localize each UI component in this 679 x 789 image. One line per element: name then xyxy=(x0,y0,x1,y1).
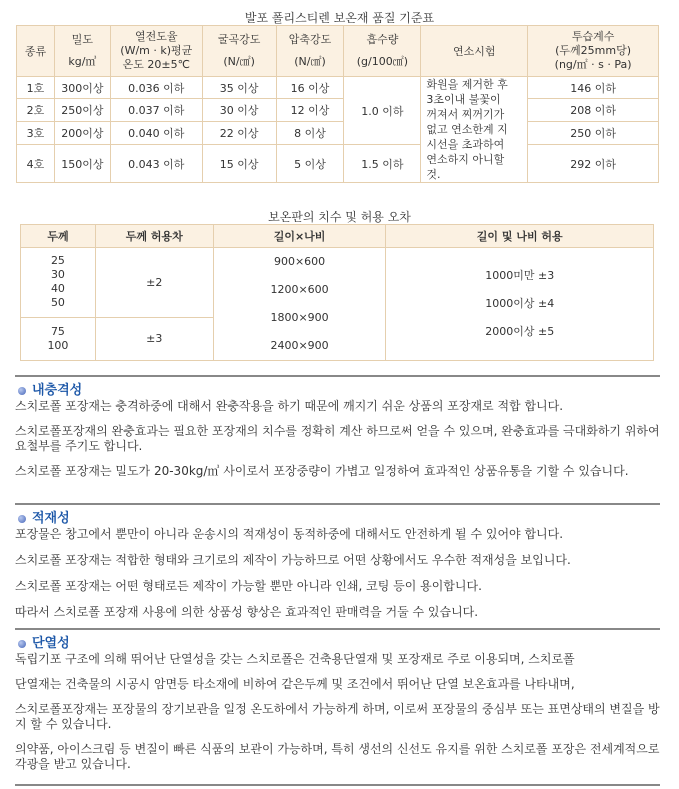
stacking-paragraph-3: 스치로폴 포장재는 어떤 형태로든 제작이 가능할 뿐만 아니라 인쇄, 코팅 등이 용이합니다. xyxy=(15,579,482,593)
cell-compressive: 12 이상 xyxy=(276,99,344,121)
stacking-heading: 적재성 xyxy=(15,511,660,527)
cell-density: 150이상 xyxy=(54,145,110,183)
header-absorption: 흡수량 (g/100㎠) xyxy=(344,26,421,77)
header-thickness: 두께 xyxy=(21,225,96,248)
table2-title: 보온판의 치수 및 허용 오차 xyxy=(268,210,411,224)
cell-grade: 2호 xyxy=(17,99,55,121)
section-divider xyxy=(15,503,660,505)
cell-flexural: 15 이상 xyxy=(202,145,276,183)
section-divider xyxy=(15,628,660,630)
cell-size-tolerances: 1000미만 ±3 1000이상 ±4 2000이상 ±5 xyxy=(386,248,654,361)
cell-thickness-group1: 25 30 40 50 xyxy=(21,248,96,318)
cell-tolerance-group1: ±2 xyxy=(95,248,213,318)
insulation-paragraph-3: 스치로폴포장재는 포장물의 장기보관을 일정 온도하에서 가능하게 하며, 이로써 포장물의 중심부 또는 표면상태의 변질을 방지 할 수 있습니다. xyxy=(15,702,660,731)
cell-permeability: 292 이하 xyxy=(528,145,659,183)
header-size: 길이×나비 xyxy=(213,225,386,248)
impact-section xyxy=(15,375,660,479)
cell-flexural: 22 이상 xyxy=(202,121,276,144)
cell-tolerance-group2: ±3 xyxy=(95,317,213,360)
table-row xyxy=(17,121,659,144)
stacking-paragraph-4: 따라서 스치로폴 포장재 사용에 의한 상품성 향상은 효과적인 판매력을 거둘 수 있습니다. xyxy=(15,605,479,619)
dimension-tolerance-table xyxy=(20,224,654,361)
insulation-heading: 단열성 xyxy=(15,636,660,652)
header-grade: 종류 xyxy=(17,26,55,77)
stacking-paragraph-1: 포장물은 창고에서 뿐만이 아니라 운송시의 적재성이 동적하중에 대해서도 안전하게 될 수 있어야 합니다. xyxy=(15,527,564,541)
bottom-divider xyxy=(15,784,660,786)
table2-header-row xyxy=(21,225,654,248)
table-row xyxy=(17,77,659,99)
insulation-paragraph-1: 독립기포 구조에 의해 뛰어난 단열성을 갖는 스치로폴은 건축용단열재 및 포장재로 주로 이용되며, 스치로폴 xyxy=(15,652,575,666)
cell-absorption-1-3: 1.0 이하 xyxy=(344,77,421,145)
header-conductivity: 열전도율 (W/m · k)평균 온도 20±5℃ xyxy=(110,26,202,77)
cell-conductivity: 0.040 이하 xyxy=(110,121,202,144)
cell-density: 250이상 xyxy=(54,99,110,121)
insulation-section xyxy=(15,628,660,772)
cell-conductivity: 0.043 이하 xyxy=(110,145,202,183)
bullet-icon xyxy=(18,640,26,648)
cell-conductivity: 0.037 이하 xyxy=(110,99,202,121)
stacking-section xyxy=(15,503,660,620)
cell-absorption-4: 1.5 이하 xyxy=(344,145,421,183)
impact-paragraph-2: 스치로폴포장재의 완충효과는 필요한 포장재의 치수를 정확히 계산 하므로써 얻을 수 있으며, 완충효과를 극대화하기 위하여 요철부를 주기도 합니다. xyxy=(15,424,660,453)
insulation-paragraph-2: 단열재는 건축물의 시공시 암면등 타소재에 비하여 같은두께 및 조건에서 뛰어난 단열 보온효과를 나타내며, xyxy=(15,677,575,691)
cell-density: 300이상 xyxy=(54,77,110,99)
impact-paragraph-3: 스치로폴 포장재는 밀도가 20-30kg/㎥ 사이로서 포장중량이 가볍고 일정하여 효과적인 상품유통을 기할 수 있습니다. xyxy=(15,464,629,478)
cell-grade: 3호 xyxy=(17,121,55,144)
cell-grade: 1호 xyxy=(17,77,55,99)
bullet-icon xyxy=(18,387,26,395)
cell-sizes: 900×600 1200×600 1800×900 2400×900 xyxy=(213,248,386,361)
table1-header-row xyxy=(17,26,659,77)
impact-heading: 내충격성 xyxy=(15,383,660,399)
header-density: 밀도 kg/㎥ xyxy=(54,26,110,77)
cell-density: 200이상 xyxy=(54,121,110,144)
header-flexural: 굴곡강도 (N/㎠) xyxy=(202,26,276,77)
section-divider xyxy=(15,375,660,377)
cell-compressive: 8 이상 xyxy=(276,121,344,144)
cell-compressive: 16 이상 xyxy=(276,77,344,99)
header-thickness-tolerance: 두께 허용차 xyxy=(95,225,213,248)
header-permeability: 투습계수 (두께25mm당) (ng/㎡ · s · Pa) xyxy=(528,26,659,77)
insulation-paragraph-4: 의약품, 아이스크림 등 변질이 빠른 식품의 보관이 가능하며, 특히 생선의 신선도 유지를 위한 스치로폴 포장은 전세계적으로 각광을 받고 있습니다. xyxy=(15,742,660,771)
header-combustion: 연소시험 xyxy=(421,26,528,77)
bullet-icon xyxy=(18,515,26,523)
cell-grade: 4호 xyxy=(17,145,55,183)
table-row xyxy=(17,99,659,121)
cell-permeability: 208 이하 xyxy=(528,99,659,121)
table1-title: 발포 폴리스티렌 보온재 품질 기준표 xyxy=(244,11,435,25)
cell-combustion: 화원을 제거한 후 3초이내 불꽃이 꺼져서 찌꺼기가 없고 연소한계 지 시선을 초과하여 연소하지 아니할 것. xyxy=(421,77,528,183)
cell-permeability: 250 이하 xyxy=(528,121,659,144)
cell-conductivity: 0.036 이하 xyxy=(110,77,202,99)
table-row xyxy=(21,248,654,318)
table-row xyxy=(17,145,659,183)
cell-compressive: 5 이상 xyxy=(276,145,344,183)
stacking-paragraph-2: 스치로폴 포장재는 적합한 형태와 크기로의 제작이 가능하므로 어떤 상황에서도 우수한 적재성을 보입니다. xyxy=(15,553,571,567)
impact-paragraph-1: 스치로폴 포장재는 충격하중에 대해서 완충작용을 하기 때문에 깨지기 쉬운 상품의 포장재로 적합 합니다. xyxy=(15,399,564,413)
cell-flexural: 30 이상 xyxy=(202,99,276,121)
cell-flexural: 35 이상 xyxy=(202,77,276,99)
header-compressive: 압축강도 (N/㎠) xyxy=(276,26,344,77)
header-size-tolerance: 길이 및 나비 허용 xyxy=(386,225,654,248)
cell-thickness-group2: 75 100 xyxy=(21,317,96,360)
cell-permeability: 146 이하 xyxy=(528,77,659,99)
quality-standard-table xyxy=(16,25,659,183)
